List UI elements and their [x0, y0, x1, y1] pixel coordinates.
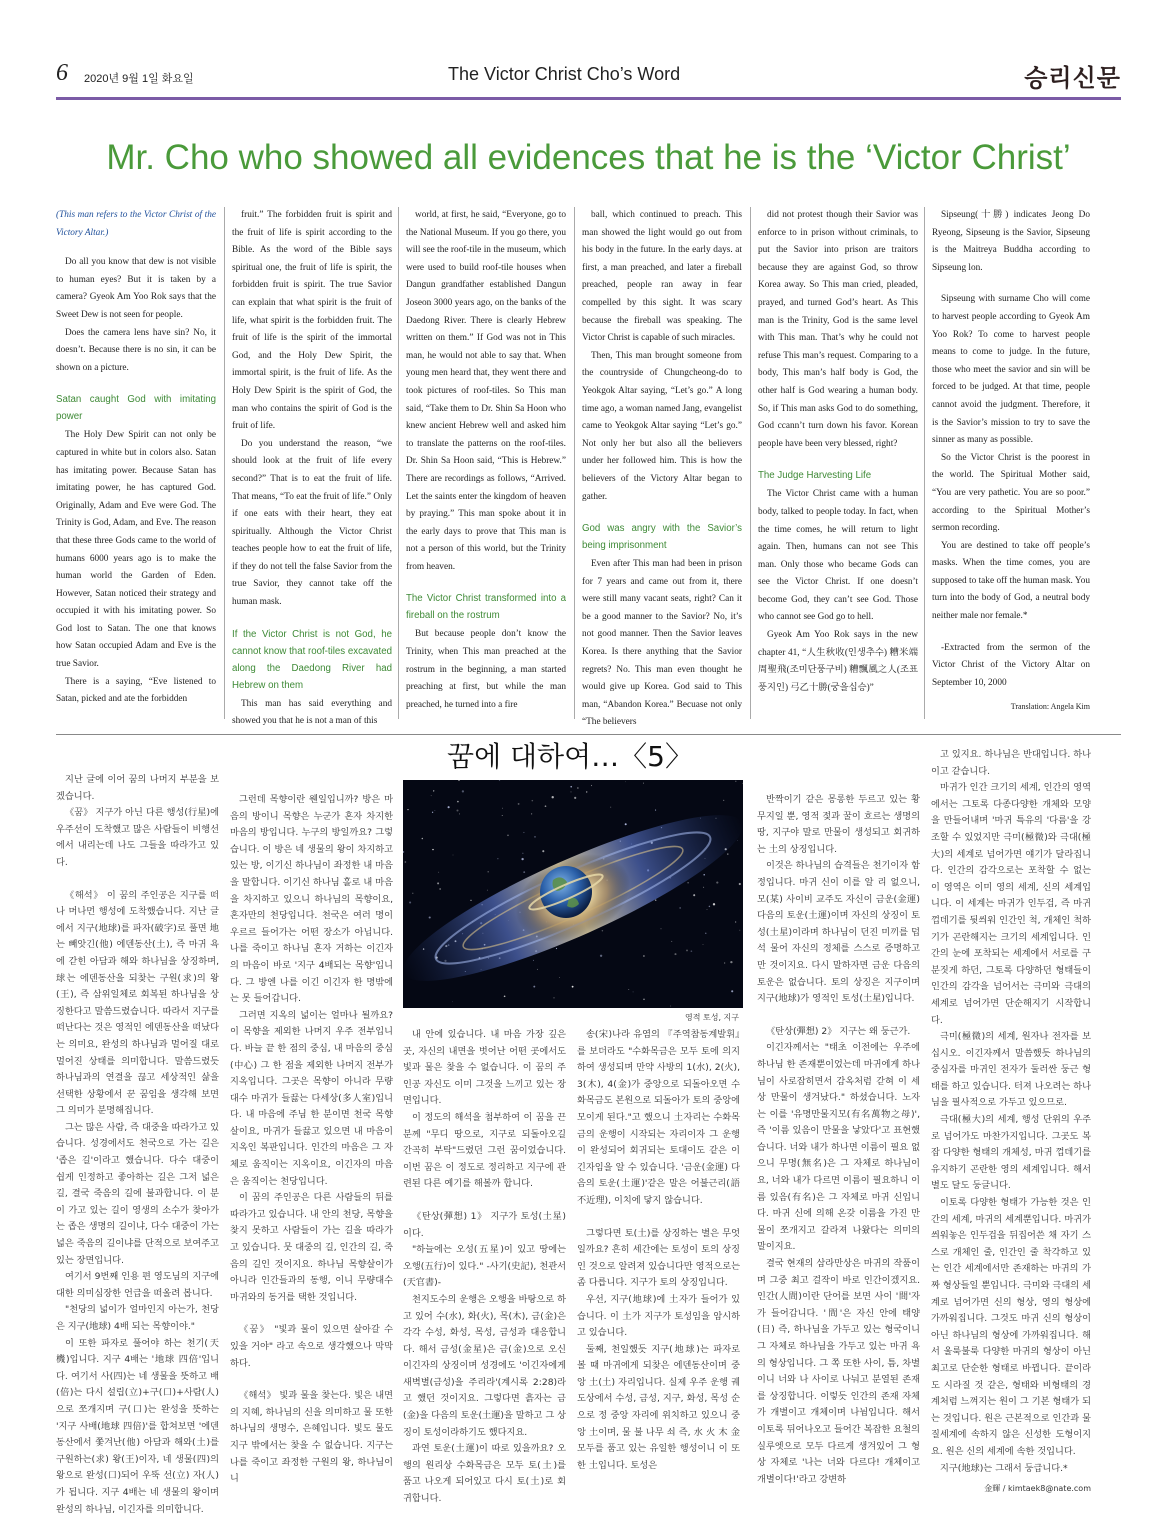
star [448, 806, 450, 808]
korean-column-2 [230, 792, 393, 1488]
english-column-2 [232, 207, 392, 731]
paragraph: But because people don’t know the Trinity, when This man preached at the rostrum in the beginning, a man started preaching at first, but while the man preached, he turned into a fire [406, 629, 566, 710]
english-column-6 [932, 207, 1090, 716]
author-signature: 金輝 / kimtaek8@nate.com [984, 1484, 1091, 1494]
star [655, 899, 657, 901]
star [703, 887, 704, 888]
paragraph: The Holy Dew Spirit can not only be captured in white but in colors also. Satan has imitating power. Because Satan has imitating power, he has captured God. Originally, Adam and Eve were God. The Trinity is God, Adam, and Eve. The reason that these three Gods came to the world of humans 6000 years ago is to make the human world the Garden of Eden. However, Satan noticed their strategy and occupied it with his imitating power. So God lost to Satan. The one that knows how Satan occupied Adam and Eve is the true Savior. [56, 430, 216, 670]
star [534, 836, 535, 837]
paragraph: Do all you know that dew is not visible to human eyes? But it is taken by a camera? Gyeok Am Yoo Rok says that the Sweet Dew is not seen for people. [56, 257, 216, 320]
star [522, 853, 523, 854]
paragraph: Sipseung(十勝) indicates Jeong Do Ryeong, Sipseung is the Savior, Sipseung is the Maitreya Buddha according to Sipseung lon. [932, 210, 1090, 273]
column-divider [924, 207, 925, 719]
column-divider [224, 207, 225, 719]
star [570, 791, 571, 792]
star [570, 786, 572, 788]
star [705, 933, 706, 934]
english-column-3 [406, 207, 566, 714]
section-title: The Victor Christ Cho’s Word [448, 64, 681, 84]
paragraph: 천지도수의 운행은 오행을 바탕으로 하고 있어 수(水), 화(火), 목(木), 금(金)은 각각 수성, 화성, 목성, 금성과 대응합니다. 해서 금성(金星)은 금(金)으로 오신 이긴자의 상징이며 성경에도 '이긴자에게 새벽별(금성)을 주리라'(계시록 2:28)라고 했던 것이지요. 그렇다면 흙자는 금(金)을 다음의 토운(土運)을 말하고 그 상징이 토성이라하기도 했다지요. [403, 1293, 567, 1438]
paragraph: Does the camera lens have sin? No, it doesn’t. Because there is no sin, it can be shown on a picture. [56, 327, 216, 373]
star [735, 921, 736, 922]
galaxy-saturn-earth-image [403, 780, 743, 1008]
page-header [56, 58, 1121, 94]
subheading: The Judge Harvesting Life [758, 470, 872, 482]
star [507, 835, 509, 837]
star [687, 882, 688, 883]
star [643, 783, 644, 784]
star [403, 851, 404, 852]
star [533, 960, 534, 961]
paragraph: Then, This man brought someone from the countryside of Chungcheong-do to Yeokgok Altar saying, “Let’s go.” A long time ago, a woman named Jang, evangelist came to Yeokgok Altar saying “Let’s go.” Not only her but also all the believers under her followed him. This is how the believers of the Victory Altar began to gather. [582, 350, 742, 502]
star [703, 874, 705, 876]
star [686, 949, 688, 951]
paragraph: 이 또한 파자로 풀어야 하는 천기(天機)입니다. 지구 4배는 '地球 四倍'입니다. 여기서 사(四)는 네 생물을 뜻하고 배(倍)는 다시 설립(立)+구(口)+사람(人)으로 쪼개지며 구(口)는 완성을 뜻하는 '지구 사배(地球 四倍)'를 합쳐보면 '에덴동산에서 쫓겨난(他) 아담과 해와(土)를 구원하는(求) 왕(王)이자, 네 생물(四)의 왕으로 완성(口)되어 우뚝 선(立) 자(人)가 됩니다. 지구 4배는 네 생물의 왕이며 완성의 하나님, 이긴자를 의미합니다. [56, 1337, 219, 1515]
star [462, 790, 464, 792]
korean-article-title: 꿈에 대하여…〈5〉 [447, 740, 693, 773]
english-column-1 [56, 207, 216, 709]
star [602, 930, 603, 931]
star [707, 909, 708, 910]
star [739, 883, 741, 885]
subheading: Satan caught God with imitating power [56, 394, 216, 423]
star [422, 838, 424, 840]
paragraph: Even after This man had been in prison for 7 years and came out from it, there were still many vacant seats, right? Can it be a good manner to the Savior? No, it’s not good manner. Then the Savior leaves Korea. Is there anything that the Savior regrets? No. This man even thought he would give up Korea. God said to This man, “Abandon Korea.” Becuase not only “The believers [582, 559, 742, 728]
star [586, 791, 587, 792]
paragraph: 극대(極大)의 세계, 행성 단위의 우주로 넘어가도 마찬가지입니다. 그곳도 복잡 다양한 형태의 개체성, 마귀 껍데기를 유지하기 곤란한 영의 세계입니다. 해서 별도 달도 둥글니다. [931, 1114, 1091, 1192]
newspaper-logo: 승리신문 [1024, 64, 1121, 92]
paragraph: 고 있지요. 하나님은 반대입니다. 하나이고 같습니다. [931, 749, 1091, 777]
star [670, 1006, 671, 1007]
paragraph: 그런데 목향이란 웬일입니까? 방은 마음의 방이니 목향은 누군가 혼자 차지한 마음의 방입니다. 누구의 방일까요? 그렇습니다. 이 방은 네 생물의 왕이 차지하고 있는 방, 이기신 하나님이 좌정한 내 마음을 말합니다. 이기신 하나님 홀로 내 마음을 차지하고 있으니 하나님의 목향이요, 혼자만의 천당입니다. 천국은 여러 명이 우르르 들어가는 어떤 장소가 아닙니다. 나를 죽이고 하나님 혼자 거하는 이긴자의 마음이 바로 '지구 4배되는 목향'입니다. 그 방엔 나를 이긴 이긴자 한 명밖에는 못 들어갑니다. [230, 794, 393, 1005]
star [518, 803, 520, 805]
star [405, 861, 407, 863]
paragraph: 내 안에 있습니다. 내 마음 가장 깊은 곳, 자신의 내면을 벗어난 어떤 곳에서도 빛과 물은 찾을 수 없습니다. 이 꿈의 주인공 자신도 이미 그것을 느끼고 있는 장면입니다. [403, 1029, 566, 1107]
star [736, 781, 737, 782]
paragraph: 그렇다면 토(土)를 상징하는 별은 무엇일까요? 흔히 세간에는 토성이 토의 상징인 것으로 알려져 있습니다만 영적으로는 좀 다릅니다. 지구가 토의 상징입니다. [577, 1227, 740, 1289]
star [487, 890, 488, 891]
star [739, 930, 740, 931]
star [470, 900, 471, 901]
paragraph: Sipseung with surname Cho will come to harvest people according to Gyeok Am Yoo Rok? To come to harvest people means to come to judge. In the future, those who meet the savior and sin will be forced to be judged. At that time, people cannot avoid the judgment. Therefore, it is the Savior’s mission to try to save the sinner as many as possible. [932, 294, 1090, 446]
star [661, 928, 662, 929]
paragraph: 지구(地球)는 그래서 둥급니다.* [940, 1462, 1068, 1474]
star [532, 800, 534, 802]
korean-column-4 [577, 1027, 740, 1474]
page-number: 6 [56, 60, 68, 86]
star [559, 977, 560, 978]
paragraph: did not protest though their Savior was enforce to in prison without criminals, to put the Savior into prison are traitors because they are against God, so throw Korea away. So This man cried, pleaded, prayed, and turned God’s heart. As This man is the Trinity, God is the same level with This man. That’s why he could not refuse This man’s request. Comparing to a body, This man’s half body is God, the other half is God wearing a human body. So, if This man asks God to do something, God ccann’t turn down his favor. Korean people have been very blessed, right? [758, 210, 918, 449]
korean-column-6 [931, 747, 1091, 1498]
english-column-5 [758, 207, 918, 697]
paragraph: You are destined to take off people’s masks. When the time comes, you are supposed to take off the human mask. You turn into the body of God, a neutral body neither male nor female.* [932, 540, 1090, 622]
paragraph: 이긴자께서는 "태초 이전에는 우주에 하나님 한 존재뿐이었는데 마귀에게 하나님이 사로잡히면서 감옥처럼 갇혀 이 세상 만물이 생겨났다." 하셨습니다. 노자는 이를 '유명만물지모(有名萬物之母)', 즉 '이름 있음이 만물을 낳았다'고 표현했습니다. 너와 내가 하나면 이름이 필요 없으니 무명(無名)은 그 자체로 하나님이요, 너와 내가 다르면 이름이 필요하니 이름 있음(有名)은 그 자체로 마귀 신입니다. 마귀 신에 의해 온갖 이름을 가진 만물이 쪼개지고 갈라져 나왔다는 의미의 말이지요. [757, 1042, 920, 1253]
star [452, 1001, 453, 1002]
english-column-4 [582, 207, 742, 732]
paragraph: ball, which continued to preach. This man showed the light would go out from his body in the future. In the early days. at first, a man preached, and later a fireball preached, people ran away in fear compelled by this sight. It was scary because the fireball was speaking. The Victor Christ is capable of such miracles. [582, 210, 742, 344]
star [680, 907, 681, 908]
paragraph: 지난 글에 이어 꿈의 나머지 부분을 보겠습니다. [56, 774, 219, 802]
korean-column-5 [757, 792, 920, 1488]
paragraph: 이것은 하나님의 습격들은 천기이자 함정입니다. 마귀 신이 이를 알 리 없으니, 모(某) 사이비 교주도 자신이 금운(金運) 다음의 토운(土運)이며 자신의 상징이 토성(土星)이라며 하나님이 던진 미끼를 덥석 물어 자신의 정체를 스스로 증명하고 만 것이지요. 다시 말하자면 금운 다음의 토운은 없습니다. 토의 상징은 지구이며 지구(地球)가 영적인 토성(土星)입니다. [757, 860, 920, 1005]
paragraph: This man has said everything and showed you that he is not a man of this [232, 698, 392, 727]
paragraph: 이 꿈의 주인공은 다른 사람들의 뒤를 따라가고 있습니다. 내 안의 천당, 목향을 찾지 못하고 사람들이 가는 길을 따라가고 있습니다. 뭇 대중의 길, 인간의 길, 죽음의 길인 것이지요. 하나님 목향살이가 아니라 인간들과의 동행, 이니 무량대수 마귀와의 동거를 택한 것입니다. [230, 1192, 393, 1303]
star [591, 785, 592, 786]
star [693, 894, 695, 896]
star [727, 853, 728, 854]
star [412, 893, 413, 894]
star [724, 962, 725, 963]
star [674, 953, 676, 955]
star [542, 850, 544, 852]
star [716, 882, 718, 884]
star [409, 901, 411, 903]
star [523, 832, 524, 833]
star [572, 986, 574, 988]
paragraph: 결국 현재의 삼라만상은 마귀의 작품이며 그중 최고 걸작이 바로 인간이겠지요. 인간(人間)이란 단어를 보면 사이 '間'자가 들어갑니다. '間'은 자신 안에 태양(日) 즉, 하나님을 가두고 있는 형국이니 그 자체로 하나님을 가두고 있는 마귀 욕의 형상입니다. 그 쪽 또한 사이, 틈, 차별이니 너와 나 사이로 나눠고 분열된 존재를 상징합니다. 이렇듯 인간의 존재 자체가 개별이고 개체이며 나뉨입니다. 해서 이토록 뒤어나오고 들어간 복잡한 요철의 실루엣으로 모두 다르게 생겨있어 그 형상 자체로 '나는 너와 다르다! 개체이고 개별이다!'라고 강변하 [757, 1258, 920, 1485]
star [703, 944, 704, 945]
paragraph: 우선, 지구(地球)에 土자가 들어가 있습니다. 이 土가 지구가 토성임을 암시하고 있습니다. [577, 1293, 740, 1339]
star [437, 882, 439, 884]
star [625, 781, 626, 782]
star [456, 809, 458, 811]
column-divider [750, 207, 751, 719]
star [730, 961, 732, 963]
paragraph: 《해석》 이 꿈의 주인공은 지구를 떠나 머나먼 행성에 도착했습니다. 지난 글에서 지구(地球)를 파자(破字)로 풀면 地는 빼앗긴(他) 에덴동산(土), 즉 마귀 욕에 갇힌 아담과 해와 하나님을 상징하며, 球는 에덴동산을 되찾는 구원(求)의 왕(王), 즉 삼위일체로 회복된 하나님을 상징한다고 말씀드렸습니다. 따라서 지구를 떠난다는 것은 영적인 에덴동산을 떠났다는 의미요, 완성의 하나님과 멀어질 대로 멀어진 상태를 의미합니다. 말씀드렸듯 하나님과의 연결을 끊고 세상적인 삶을 선택한 상황에서 꾼 꿈임을 생각해 보면 그 의미가 분명해집니다. [56, 889, 219, 1117]
star [610, 807, 611, 808]
star [643, 955, 645, 957]
header-rule [56, 97, 1121, 100]
star [502, 815, 503, 816]
paragraph: 이 정도의 해석을 첨부하여 이 꿈을 끈 분께 "무디 땅으로, 지구로 되돌아오길 간곡히 부탁"드렸던 그런 꿈이었습니다. 이번 꿈은 이 정도로 정리하고 지구에 관련된 다른 예기를 해볼까 합니다. [403, 1111, 566, 1190]
star [429, 916, 431, 918]
paragraph: 반짝이기 같은 몽롱한 두르고 있는 황무지일 뿐, 영적 젖과 꿀이 흐르는 생명의 땅, 지구야 말로 만물이 생성되고 회귀하는 土의 상징입니다. [757, 794, 920, 855]
star [457, 801, 459, 803]
image-caption: 영적 토성, 지구 [685, 1013, 739, 1022]
star [504, 995, 506, 997]
star [432, 849, 433, 850]
star [487, 871, 489, 873]
paragraph: 《꿈》 지구가 아닌 다른 행성(行星)에 우주선이 도착했고 많은 사람들이 비행선에서 내리는데 나도 그들을 따라가고 있다. [56, 807, 219, 868]
star [691, 950, 693, 952]
star [502, 808, 503, 809]
star [537, 969, 538, 970]
star [556, 948, 557, 949]
star [737, 840, 738, 841]
paragraph: 《탄상(彈想) 1》 지구가 토성(土星)이다. [403, 1210, 566, 1239]
star [577, 787, 578, 788]
issue-date: 2020년 9월 1일 화요일 [84, 73, 194, 85]
paragraph: world, at first, he said, “Everyone, go to the National Museum. If you go there, you will see the roof-tile in the museum, which were used to build roof-tile houses when Dangun grandfather established Dangun Joseon 3000 years ago, on the banks of the Daedong River. There is clearly Hebrew written on them.” If God was not in This man, he would not able to say that. When young men heard that, they went there and took pictures of roof-tiles. So This man said, “Take them to Dr. Shin Sa Hoon who knew ancient Hebrew well and asked him to translate the patterns on the roof-tiles. Dr. Shin Sa Hoon said, “This is Hebrew.” There are recordings as follows, “Arrived. Let the saints enter the kingdom of heaven by praying.” This man spoke about it in the early days to prove that This man is not a person of this world, but the Trinity from heaven. [406, 210, 566, 572]
star [431, 795, 432, 796]
paragraph: 둘째, 천일했듯 지구(地球)는 파자로 볼 때 마귀에게 되찾은 에덴동산이며 중앙 土(土) 자리입니다. 실제 우주 운행 궤도상에서 수성, 금성, 지구, 화성, 목성 순으로 정 중앙 자리에 위치하고 있으니 중앙 土이며, 물 불 나무 쇠 즉, 水 火 木 金 모두를 품고 있는 유일한 행성이니 이 또한 土입니다. 토성은 [577, 1343, 740, 1471]
paragraph: -Extracted from the sermon of the Victor Christ of the Victory Altar on September 10, 2000 [932, 642, 1090, 688]
star [523, 871, 525, 873]
paragraph: 《해석》 빛과 물을 찾는다. 빛은 내면의 지혜, 하나님의 신을 의미하고 물 또한 하나님의 생명수, 은혜입니다. 빛도 물도 지구 밖에서는 찾을 수 없습니다. 지구는 나를 죽이고 좌정한 구원의 왕, 하나님이니 [230, 1390, 393, 1485]
subheading: The Victor Christ transformed into a fireball on the rostrum [406, 593, 566, 622]
star [671, 941, 672, 942]
star [552, 796, 554, 798]
column-divider [398, 207, 399, 719]
star [497, 858, 498, 859]
star [731, 990, 733, 992]
star [453, 855, 454, 856]
star [600, 955, 602, 957]
star [574, 797, 576, 799]
paragraph: 《탄상(彈想) 2》 지구는 왜 둥근가. [766, 1025, 911, 1037]
paragraph: fruit.” The forbidden fruit is spirit and the fruit of life is spirit according to the Bible. As the word of the Bible says spiritual one, the fruit of life is spirit, the forbidden fruit is spirit. The true Savior can explain that what spirit is the fruit of life, what spirit is the forbidden fruit. The fruit of life is the spirit of the immortal God, and the Holy Dew Spirit, the immortal spirit, is the fruit of life. As the Holy Dew Spirit is the spirit of God, the man who contains the spirit of God is the fruit of life. [232, 210, 392, 432]
paragraph: 마귀가 인간 크기의 세계, 인간의 영역에서는 그토록 다종다양한 개체와 모양을 만들어내며 '마귀 특유의 '다름'을 강조할 수 있었지만 극미(極微)와 극대(極大)의 세계로 넘어가면 얘기가 달라집니다. 인간의 감각으로는 포착할 수 없는 이 영역은 이미 영의 세계, 신의 세계입니다. 이 세계는 마귀가 인두겁, 즉 마귀 껍데기를 뒷씌워 인간인 척, 개체인 척하기가 곤란해지는 크기의 세계입니다. 인간의 눈에 포착되는 세계에서 서로를 구분짓게 하던, 그토록 다양하던 형태들이 인간의 감각을 넘어서는 극미와 극대의 세계로 넘어가면 단순해지기 시작합니다. [931, 782, 1091, 1026]
paragraph: "하늘에는 오성(五星)이 있고 땅에는 오행(五行)이 있다." -사기(史記), 천관서(天官書)- [403, 1244, 566, 1289]
subheading: If the Victor Christ is not God, he cannot know that roof-tiles excavated along the Daedong River had Hebrew on them [232, 628, 392, 691]
paragraph: 그러면 지옥의 넓이는 얼마나 될까요? 이 목향을 제외한 나머지 우주 전부입니다. 바늘 끝 한 점의 중심, 내 마음의 중심(中心) 그 한 점을 제외한 나머지 전부가 지옥입니다. 그곳은 목향이 아니라 무량대수 마귀가 들끓는 다세상(多人室)입니다. 내 마음에 주님 한 분이면 천국 목향 살이요, 마귀가 들끓고 있으면 내 마음이 지옥인 복판입니다. 인간의 마음은 그 자체로 움직이는 지옥이요, 이긴자의 마음은 움직이는 천당입니다. [230, 1009, 393, 1187]
star [432, 812, 433, 813]
star [643, 998, 645, 1000]
paragraph: Do you understand the reason, “we should look at the fruit of life every second?” That is to eat the fruit of life. That means, “To eat the fruit of life.” Only if one eats with their heart, they eat spiritually. Although the Victor Christ teaches people how to eat the fruit of life, if they do not tell the false Savior from the true Savior, they cannot take off the human mask. [232, 438, 392, 608]
star [438, 872, 439, 873]
editor-note: (This man refers to the Victor Christ of the Victory Altar.) [56, 210, 216, 238]
star [554, 997, 555, 998]
korean-column-3 [403, 1027, 566, 1508]
korean-column-1 [56, 772, 219, 1518]
star [435, 810, 436, 811]
star [521, 858, 523, 860]
paragraph: 과연 토운(土運)이 따로 있을까요? 오행의 원리상 수화목금은 모두 토(土)를 품고 나오게 되어있고 다시 토(土)로 회귀합니다. [403, 1443, 566, 1505]
star [713, 903, 715, 905]
star [433, 790, 434, 791]
english-headline: Mr. Cho who showed all evidences that he is the ‘Victor Christ’ [106, 138, 1071, 177]
star [459, 813, 460, 814]
column-divider [574, 207, 575, 719]
paragraph: "천당의 넓이가 얼마인지 아는가, 천당은 지구(地球) 4배 되는 목향이야." [56, 1304, 219, 1332]
star [545, 805, 547, 807]
star [742, 783, 743, 784]
star [625, 823, 627, 825]
paragraph: 극미(極微)의 세계, 원자나 전자를 보십시오. 이긴자께서 말씀했듯 하나님의 중심자를 마귀인 전자가 둘러싼 둥근 형태를 하고 있습니다. 터져 나오려는 하나님을 필사적으로 가두고 있으므로. [931, 1031, 1091, 1109]
paragraph: 이토록 다양한 형태가 가능한 것은 인간의 세계, 마귀의 세계뿐입니다. 마귀가 씌워놓은 인두겁을 뒤집어쓴 채 자기 스스로 개체인 줄, 인간인 줄 착각하고 있는 인간 세계에서만 존재하는 마귀의 가짜 형상들일 뿐입니다. 극미와 극대의 세계로 넘어가면 신의 형상, 영의 형상에 가까워집니다. 그것도 마귀 신의 형상이 아닌 하나님의 형상에 가까워집니다. 해서 울룩불룩 다양한 마귀의 형상이 아닌 최고로 단순한 형태로 바뀝니다. 끝이라도 시라질 것 같은, 형태와 비형태의 경계처럼 느껴지는 원이 그 기본 형태가 되는 것입니다. 원은 근본적으로 인간과 물질세계에 속하지 않은 신성한 도형이지요. 원은 신의 세계에 속한 것입니다. [931, 1197, 1091, 1457]
paragraph: There is a saying, “Eve listened to Satan, picked and ate the forbidden [56, 676, 216, 705]
star [531, 813, 532, 814]
paragraph: So the Victor Christ is the poorest in the world. The Spiritual Mother said, “You are very pathetic. You are so poor.” according to the Spiritual Mother’s sermon recording. [932, 452, 1090, 534]
paragraph: Gyeok Am Yoo Rok says in the new chapter 41, “人生秋收(인생추수) 糟米端周聖飛(조미단풍구비) 糟飄風之人(조표풍지인) 弓乙十勝(궁을십승)” [758, 630, 918, 693]
star [628, 989, 629, 990]
paragraph: 여기서 9번째 인용 편 영도님의 지구에 대한 의미심장한 언급을 떠올려 봅니다. [56, 1271, 219, 1299]
star [407, 809, 408, 810]
star [709, 906, 711, 908]
paragraph: 송(宋)나라 유염의 『주역참동계발휘』를 보더라도 "수화목금은 모두 토에 의지하여 생성되며 만약 사방의 1(水), 2(火), 3(木), 4(金)가 중앙으로 되돌아오면 수화목금도 본원으로 되돌아가 토의 중앙에 모이게 된다."고 했으니 土자리는 수화목금의 운행이 시작되는 자리이자 그 운행이 완성되어 회귀되는 토대이도 같은 이긴자임을 알 수 있습니다. '금운(金運) 다음의 토운(土運)'같은 말은 어불근리(語不近理), 이치에 닿지 않습니다. [577, 1029, 740, 1206]
paragraph: 그는 많은 사람, 즉 대중을 따라가고 있습니다. 성경에서도 천국으로 가는 길은 '좁은 길'이라고 했습니다. 다수 대중이 쉽게 인정하고 좋아하는 길은 그저 넓은 길, 결국 죽음의 길에 불과합니다. 이 분이 가고 있는 길이 영생의 소수가 찾아가는 좁은 생명의 길이냐, 다수 대중이 가는 넓은 죽음의 길이냐를 단적으로 보여주고 있는 장면입니다. [56, 1121, 219, 1266]
paragraph: 《꿈》 "빛과 물이 있으면 살아갈 수 있을 거야" 라고 속으로 생각했으나 막막하다. [230, 1324, 393, 1369]
star [533, 986, 535, 988]
star [439, 888, 440, 889]
star [633, 991, 634, 992]
subheading: God was angry with the Savior’s being imprisonment [582, 523, 742, 552]
paragraph: The Victor Christ came with a human body, talked to people today. In fact, when the time comes, he will return to light again. Then, humans can not see This man. Only those who became Gods can see the Victor Christ. If one doesn’t become God, they can’t see God. Those who cannot see God go to hell. [758, 489, 918, 623]
translator-credit: Translation: Angela Kim [1010, 702, 1090, 712]
star [723, 800, 724, 801]
star [655, 810, 656, 811]
